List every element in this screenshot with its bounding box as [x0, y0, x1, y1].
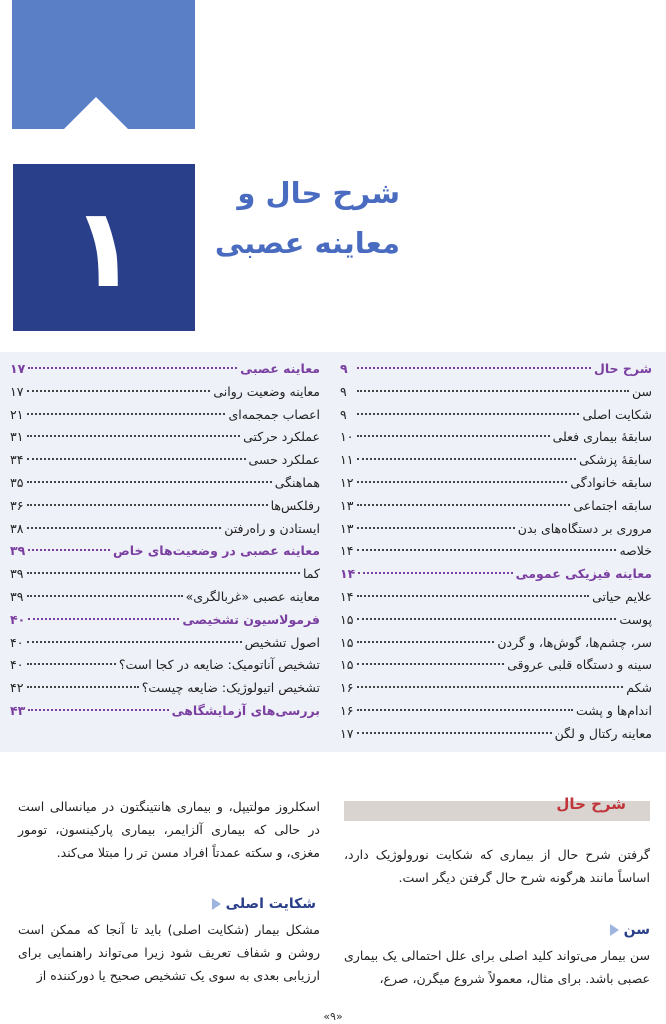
toc-entry-page: ۱۶: [340, 680, 354, 696]
toc-entry[interactable]: [10, 404, 320, 427]
toc-entry[interactable]: [10, 586, 320, 609]
toc-leader-dots: [27, 481, 272, 483]
toc-entry-title: شکایت اصلی: [582, 406, 652, 422]
toc-entry-title: خلاصه: [619, 543, 652, 559]
toc-entry-title: سینه و دستگاه قلبی عروقی: [507, 657, 652, 673]
toc-entry-title: سابقهٔ پزشکی: [579, 452, 652, 468]
section-title: شرح حال: [556, 795, 626, 813]
toc-leader-dots: [27, 595, 183, 597]
toc-entry-title: مروری بر دستگاه‌های بدن: [517, 520, 652, 536]
toc-leader-dots: [357, 458, 576, 460]
toc-leader-dots: [357, 686, 623, 688]
toc-entry[interactable]: [340, 540, 652, 563]
toc-section-entry[interactable]: [10, 700, 320, 723]
toc-entry-title: تشخیص اتیولوژیک: ضایعه چیست؟: [141, 680, 320, 696]
toc-entry-title: اعصاب جمجمه‌ای: [228, 406, 320, 422]
toc-leader-dots: [27, 686, 139, 688]
toc-entry-page: ۱۷: [340, 725, 354, 741]
toc-entry-title: سابقه اجتماعی: [573, 497, 652, 513]
toc-leader-dots: [27, 527, 221, 529]
complaint-heading-label: شکایت اصلی: [225, 896, 316, 912]
triangle-bullet-icon: [212, 898, 221, 910]
toc-entry[interactable]: [340, 586, 652, 609]
toc-entry-title: شکم: [626, 680, 652, 696]
chapter-number-box: [13, 164, 195, 331]
toc-entry-page: ۳۹: [10, 543, 26, 559]
toc-entry-page: ۳۵: [10, 474, 24, 490]
toc-entry[interactable]: [10, 563, 320, 586]
toc-leader-dots: [27, 413, 225, 415]
toc-entry-page: ۱۷: [10, 361, 26, 376]
toc-leader-dots: [27, 641, 242, 643]
toc-entry-title: هماهنگی: [274, 474, 320, 490]
toc-leader-dots: [357, 641, 494, 643]
page-number: «۹»: [323, 1010, 343, 1023]
toc-entry-page: ۱۷: [10, 383, 24, 399]
toc-entry[interactable]: [340, 677, 652, 700]
toc-entry-title: شرح حال: [594, 361, 652, 376]
toc-leader-dots: [27, 458, 246, 460]
age-heading: [610, 922, 650, 938]
age-heading-label: سن: [623, 922, 650, 938]
complaint-paragraph: مشکل بیمار (شکایت اصلی) باید تا آنجا که ممکن است روشن و شفاف تعریف شود زیرا می‌تواند راهنمایی برای ارزیابی بعدی به سوی یک تشخیص صحیح یا دورکننده از: [18, 922, 320, 983]
toc-leader-dots: [358, 572, 512, 574]
toc-entry-page: ۹: [340, 361, 348, 376]
toc-entry-title: معاینه فیزیکی عمومی: [515, 566, 652, 582]
toc-entry-title: تشخیص آناتومیک: ضایعه در کجا است؟: [118, 657, 320, 673]
toc-entry-title: اندام‌ها و پشت: [575, 702, 652, 718]
table-of-contents: [0, 352, 666, 752]
toc-section-entry[interactable]: [10, 540, 320, 563]
toc-leader-dots: [357, 413, 579, 415]
toc-entry-page: ۱۶: [340, 702, 354, 718]
toc-entry[interactable]: [340, 426, 652, 449]
toc-column-right: [340, 358, 652, 746]
toc-leader-dots: [27, 504, 268, 506]
toc-entry[interactable]: [10, 677, 320, 700]
toc-entry-title: فرمولاسیون تشخیصی: [182, 611, 320, 627]
toc-entry-page: ۲۱: [10, 406, 24, 422]
toc-entry-title: سابقهٔ بیماری فعلی: [552, 429, 652, 445]
chapter-number: ۱: [70, 183, 138, 312]
toc-entry-page: ۳۹: [10, 566, 24, 582]
toc-entry-page: ۱۰: [340, 429, 354, 445]
toc-entry-title: رفلکس‌ها: [270, 497, 320, 513]
toc-leader-dots: [357, 618, 616, 620]
toc-entry-page: ۱۵: [340, 634, 354, 650]
toc-leader-dots: [27, 435, 240, 437]
toc-entry[interactable]: [340, 495, 652, 518]
toc-entry-title: عملکرد حسی: [248, 452, 320, 468]
toc-entry-page: ۳۸: [10, 520, 24, 536]
toc-column-left: [10, 358, 320, 723]
toc-entry-page: ۳۱: [10, 429, 24, 445]
toc-leader-dots: [357, 367, 591, 369]
toc-section-entry[interactable]: [10, 609, 320, 632]
toc-entry-page: ۹: [340, 383, 347, 399]
chapter-title: [210, 168, 400, 268]
complaint-heading: [212, 896, 316, 912]
toc-leader-dots: [357, 709, 573, 711]
toc-entry-page: ۴۰: [10, 657, 24, 673]
toc-entry-page: ۹: [340, 406, 347, 422]
toc-entry-title: ایستادن و راه‌رفتن: [224, 520, 320, 536]
toc-entry-page: ۴۲: [10, 680, 24, 696]
toc-entry[interactable]: [340, 723, 652, 746]
toc-entry-page: ۴۰: [10, 611, 26, 627]
toc-leader-dots: [28, 367, 237, 369]
toc-entry-title: بررسی‌های آزمایشگاهی: [171, 702, 320, 718]
toc-entry[interactable]: [340, 449, 652, 472]
toc-entry-title: معاینه وضعیت روانی: [213, 383, 320, 399]
toc-entry[interactable]: [10, 449, 320, 472]
toc-leader-dots: [27, 663, 116, 665]
toc-entry-page: ۳۴: [10, 452, 24, 468]
toc-leader-dots: [27, 390, 210, 392]
toc-entry-title: سابقه خانوادگی: [570, 474, 652, 490]
toc-leader-dots: [357, 504, 570, 506]
toc-entry[interactable]: [10, 472, 320, 495]
toc-entry[interactable]: [340, 472, 652, 495]
toc-leader-dots: [28, 709, 168, 711]
toc-entry[interactable]: [340, 654, 652, 677]
toc-entry[interactable]: [10, 632, 320, 655]
toc-entry-page: ۳۶: [10, 497, 24, 513]
toc-entry[interactable]: [10, 381, 320, 404]
toc-entry-page: ۳۹: [10, 588, 24, 604]
toc-entry-title: معاینه عصبی در وضعیت‌های خاص: [112, 543, 320, 559]
toc-entry[interactable]: [340, 404, 652, 427]
toc-entry[interactable]: [340, 609, 652, 632]
toc-entry-title: سن: [632, 383, 652, 399]
toc-leader-dots: [357, 435, 550, 437]
toc-entry-page: ۱۴: [340, 588, 354, 604]
toc-entry-page: ۴۰: [10, 634, 24, 650]
toc-entry-title: سر، چشم‌ها، گوش‌ها، و گردن: [497, 634, 652, 650]
toc-leader-dots: [357, 481, 567, 483]
toc-section-entry[interactable]: [10, 358, 320, 381]
toc-section-entry[interactable]: [340, 563, 652, 586]
toc-entry[interactable]: [10, 518, 320, 541]
toc-entry[interactable]: [340, 518, 652, 541]
intro-paragraph: گرفتن شرح حال از بیماری که شکایت نورولوژیک دارد، اساساً مانند هرگونه شرح حال گرفتن دیگر است.: [344, 847, 650, 885]
toc-entry-page: ۱۲: [340, 474, 354, 490]
toc-entry-title: اصول تشخیص: [244, 634, 320, 650]
toc-entry-page: ۱۳: [340, 497, 354, 513]
triangle-bullet-icon: [610, 924, 619, 936]
toc-leader-dots: [357, 595, 589, 597]
toc-entry-title: کما: [303, 566, 320, 582]
toc-leader-dots: [28, 618, 179, 620]
toc-entry-title: معاینه عصبی «غربالگری»: [185, 588, 320, 604]
toc-entry-page: ۱۴: [340, 543, 354, 559]
toc-entry-page: ۱۴: [340, 566, 356, 582]
toc-entry[interactable]: [340, 632, 652, 655]
toc-entry-title: پوست: [619, 611, 652, 627]
tab-notch: [64, 97, 128, 129]
toc-leader-dots: [357, 390, 629, 392]
toc-entry[interactable]: [340, 381, 652, 404]
toc-section-entry[interactable]: [340, 358, 652, 381]
toc-entry-page: ۱۱: [340, 452, 354, 468]
toc-entry-page: ۱۵: [340, 657, 354, 673]
toc-entry[interactable]: [10, 654, 320, 677]
chapter-title-line1: شرح حال و: [237, 176, 400, 210]
age-paragraph: سن بیمار می‌تواند کلید اصلی برای علل احتمالی یک بیماری عصبی باشد. برای مثال، معمولاً شروع میگرن، صرع،: [344, 948, 650, 986]
toc-entry[interactable]: [10, 426, 320, 449]
toc-entry-page: ۱۵: [340, 611, 354, 627]
toc-entry-title: عملکرد حرکتی: [243, 429, 320, 445]
toc-entry-title: معاینه رکتال و لگن: [554, 725, 652, 741]
toc-entry-page: ۴۳: [10, 702, 26, 718]
toc-leader-dots: [357, 549, 616, 551]
chapter-title-line2: معاینه عصبی: [214, 226, 400, 260]
toc-entry-title: معاینه عصبی: [240, 361, 320, 376]
toc-leader-dots: [357, 527, 515, 529]
toc-leader-dots: [28, 549, 110, 551]
left-paragraph: اسکلروز مولتیپل، و بیماری هانتینگتون در میانسالی است در حالی که بیماری آلزایمر، بیماری پارکینسون، تومور مغزی، و سکته عمدتاً افراد مسن تر را مبتلا می‌کند.: [18, 799, 320, 860]
toc-entry[interactable]: [340, 700, 652, 723]
toc-leader-dots: [357, 732, 552, 734]
chapter-tab: [12, 0, 195, 129]
toc-entry-page: ۱۳: [340, 520, 354, 536]
toc-entry[interactable]: [10, 495, 320, 518]
toc-leader-dots: [357, 663, 504, 665]
toc-leader-dots: [27, 572, 300, 574]
toc-entry-title: علایم حیاتی: [592, 588, 652, 604]
